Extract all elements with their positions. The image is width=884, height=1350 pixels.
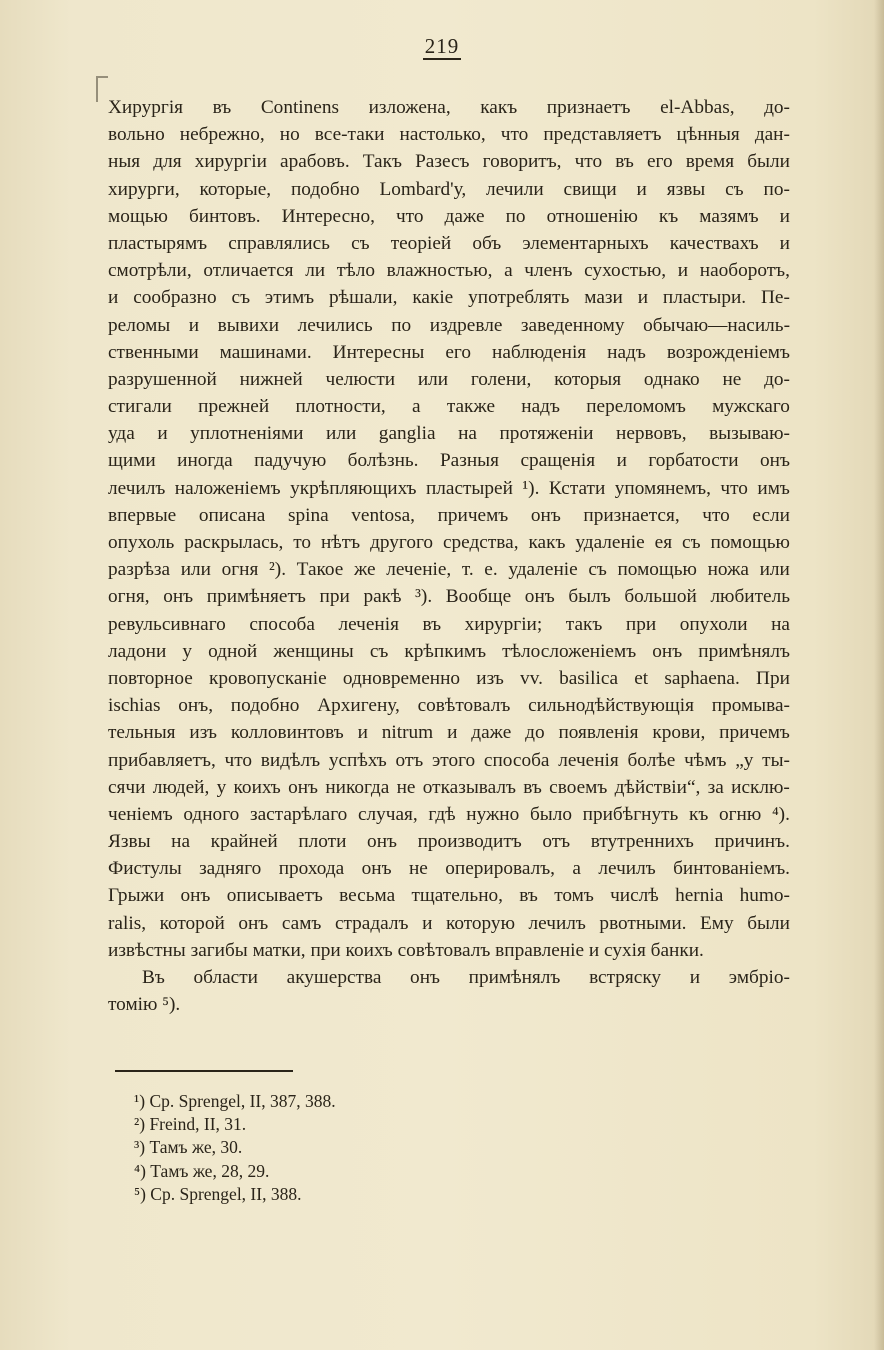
text-line: ственными машинами. Интересны его наблюденія надъ возрожденіемъ	[108, 341, 790, 363]
paragraph-2	[108, 964, 790, 1018]
text-line: ralis, которой онъ самъ страдалъ и которую лечилъ рвотными. Ему были	[108, 912, 790, 934]
footnote: ⁴) Тамъ же, 28, 29.	[134, 1160, 270, 1181]
text-line: ченіемъ одного застарѣлаго случая, гдѣ нужно было прибѣгнуть къ огню ⁴).	[108, 803, 790, 825]
text-line: щими иногда падучую болѣзнь. Разныя сращенія и горбатости онъ	[108, 450, 790, 472]
text-line: хирурги, которые, подобно Lombard'у, лечили свищи и язвы съ по-	[108, 178, 790, 200]
text-line: томію ⁵).	[108, 994, 181, 1016]
page-edge-shadow	[874, 0, 884, 1350]
text-line: уда и уплотненіями или ganglia на протяженіи нервовъ, вызываю-	[108, 423, 790, 445]
text-line: тельныя изъ колловинтовъ и nitrum и даже до появленія крови, причемъ	[108, 722, 790, 744]
text-line: ischias онъ, подобно Архигену, совѣтовалъ сильнодѣйствующія промыва-	[108, 695, 790, 717]
text-line: реломы и вывихи лечились по издревле заведенному обычаю—насиль-	[108, 314, 790, 336]
footnote: ⁵) Cp. Sprengel, II, 388.	[134, 1183, 302, 1204]
text-line: Хирургія въ Continens изложена, какъ признаетъ el-Abbas, до-	[108, 97, 790, 118]
text-line: Грыжи онъ описываетъ весьма тщательно, въ томъ числѣ hernia humo-	[108, 885, 790, 907]
text-line: разрушенной нижней челюсти или голени, которыя однако не до-	[108, 368, 790, 390]
text-line: Фистулы задняго прохода онъ не оперировалъ, а лечилъ бинтованіемъ.	[108, 858, 790, 880]
text-line: стигали прежней плотности, а также надъ переломомъ мужскаго	[108, 396, 790, 418]
footnote: ²) Freind, II, 31.	[134, 1114, 247, 1135]
text-line: и сообразно съ этимъ рѣшали, какіе употреблять мази и пластыри. Пе-	[108, 287, 790, 309]
text-line: огня, онъ примѣняетъ при ракѣ ³). Вообще онъ былъ большой любитель	[108, 586, 790, 608]
text-line: впервые описана spina ventosa, причемъ онъ признается, что если	[108, 504, 790, 526]
text-line: ревульсивнаго способа леченія въ хирургіи; такъ при опухоли на	[108, 613, 790, 635]
footnotes	[134, 1090, 336, 1206]
page-number	[0, 34, 884, 59]
text-line: мощью бинтовъ. Интересно, что даже по отношенію къ мазямъ и	[108, 205, 790, 227]
page-number-text: 219	[424, 34, 460, 58]
text-line: извѣстны загибы матки, при коихъ совѣтовалъ вправленіе и сухія банки.	[108, 939, 704, 961]
footnote: ³) Тамъ же, 30.	[134, 1137, 243, 1158]
text-line: повторное кровопусканіе одновременно изъ vv. basilica et saphaena. При	[108, 667, 790, 689]
text-line: лечилъ наложеніемъ укрѣпляющихъ пластырей ¹). Кстати упомянемъ, что имъ	[108, 477, 790, 499]
text-line: разрѣза или огня ²). Такое же леченіе, т. е. удаленіе съ помощью ножа или	[108, 559, 790, 581]
text-line: пластырямъ справлялись съ теоріей объ элементарныхъ качествахъ и	[108, 232, 790, 254]
text-line: Язвы на крайней плоти онъ производитъ отъ втутреннихъ причинъ.	[108, 831, 790, 853]
body-text	[108, 94, 790, 1018]
text-line: прибавляетъ, что видѣлъ успѣхъ отъ этого способа леченія болѣе чѣмъ „у ты-	[108, 749, 790, 771]
pencil-bracket-mark	[96, 76, 108, 102]
text-line: ладони у одной женщины съ крѣпкимъ тѣлосложеніемъ онъ примѣнялъ	[108, 640, 790, 662]
footnote-divider	[115, 1070, 293, 1072]
text-line: Въ области акушерства онъ примѣнялъ встряску и эмбріо-	[142, 967, 790, 988]
text-line: ныя для хирургіи арабовъ. Такъ Разесъ говоритъ, что въ его время были	[108, 151, 790, 173]
text-line: смотрѣли, отличается ли тѣло влажностью, а членъ сухостью, и наоборотъ,	[108, 260, 790, 282]
footnote: ¹) Cp. Sprengel, II, 387, 388.	[134, 1091, 336, 1111]
text-line: вольно небрежно, но все-таки настолько, что представляетъ цѣнныя дан-	[108, 124, 790, 146]
paragraph-1	[108, 94, 790, 964]
text-line: сячи людей, у коихъ онъ никогда не отказывалъ въ своемъ дѣйствіи“, за исклю-	[108, 776, 790, 798]
text-line: опухоль раскрылась, то нѣтъ другого средства, какъ удаленіе ея съ помощью	[108, 532, 790, 553]
